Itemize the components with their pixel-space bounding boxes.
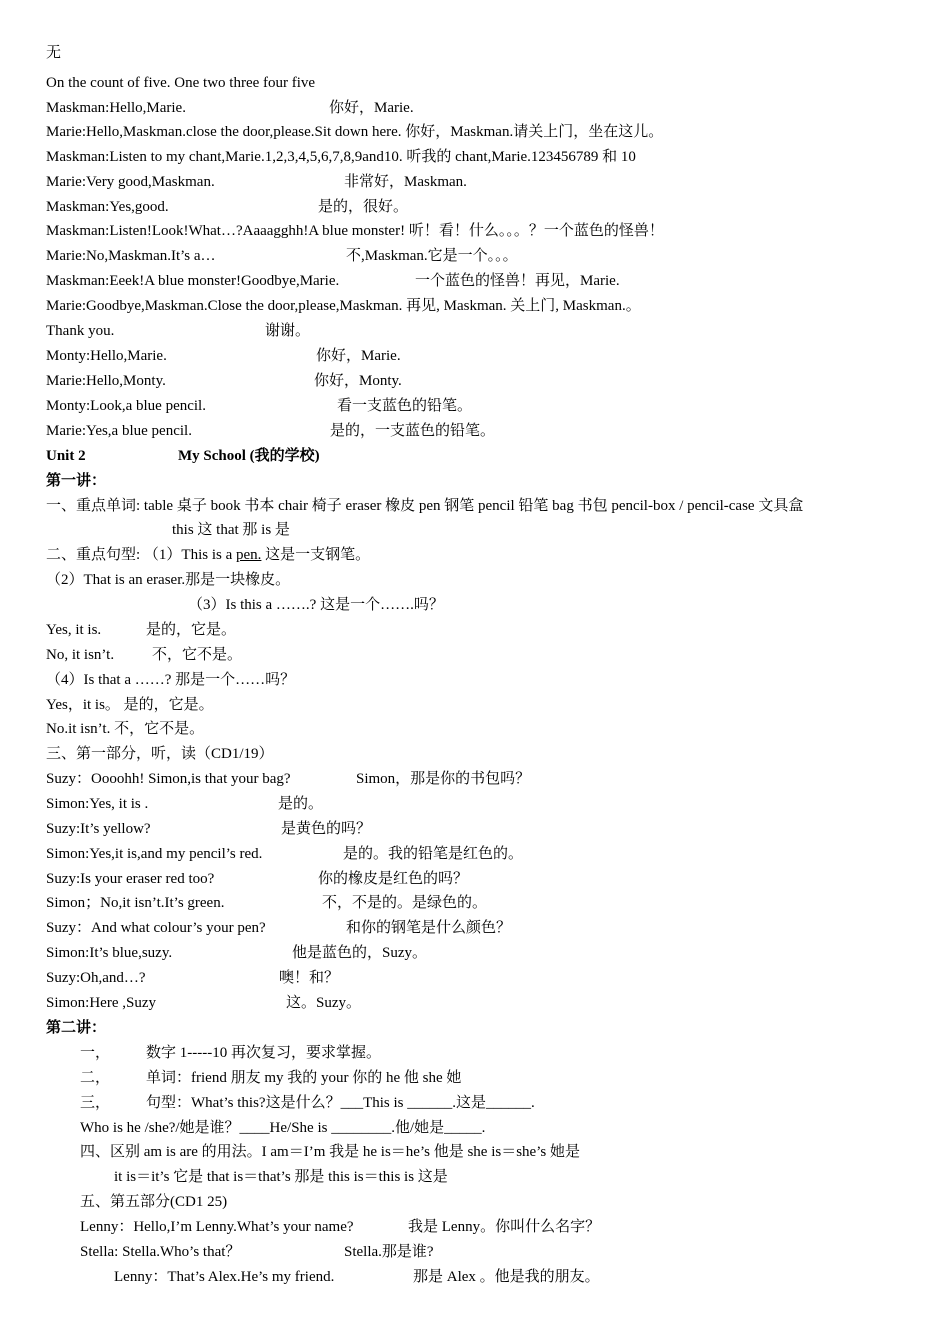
line-dialogue: [46, 395, 473, 417]
chinese-text: 你好，Marie.: [316, 348, 401, 364]
english-text: Suzy:It’s yellow?: [46, 821, 151, 837]
text: 五、第五部分(CD1 25): [80, 1194, 228, 1210]
english-text: Lenny：Hello,I’m Lenny.What’s your name?: [80, 1219, 354, 1235]
english-text: Simon:It’s blue,suzy.: [46, 945, 173, 961]
line-dialogue: [46, 370, 402, 392]
english-text: Simon；No,it isn’t.It’s green.: [46, 895, 225, 911]
key-sentence-line: [46, 569, 290, 591]
chinese-text: 谢谢。: [265, 323, 311, 339]
key-sentence-line: [188, 594, 444, 616]
chinese-text: 看一支蓝色的铅笔。: [337, 398, 473, 414]
list-marker: 一，: [80, 1045, 111, 1061]
list-item: [80, 1141, 580, 1163]
chinese-text: 那是 Alex 。他是我的朋友。: [413, 1269, 600, 1285]
text: 第一讲：: [46, 473, 107, 489]
answer-line: [46, 619, 237, 641]
answer-line: [46, 644, 243, 666]
text: Maskman:Listen to my chant,Marie.1,2,3,4,5,6,7,8,9and10. 听我的 chant,Marie.123456789 和 10: [46, 149, 636, 165]
key-sentence-line: [46, 544, 370, 566]
chinese-text: 是的。: [278, 796, 324, 812]
text: 单词：friend 朋友 my 我的 your 你的 he 他 she 她: [146, 1070, 462, 1086]
line-dialogue: [46, 768, 531, 790]
english-text: Maskman:Hello,Marie.: [46, 100, 186, 116]
chinese-text: 是的，它是。: [146, 622, 237, 638]
chinese-text: 你好，Monty.: [314, 373, 402, 389]
english-text: Simon:Yes,it is,and my pencil’s red.: [46, 846, 263, 862]
text: （4）Is that a ……? 那是一个……吗？: [46, 672, 296, 688]
english-text: Thank you.: [46, 323, 115, 339]
line-count-five: [46, 72, 315, 94]
list-item: [80, 1191, 227, 1213]
text: No.it isn’t. 不，它不是。: [46, 721, 205, 737]
text: 句型：What’s this?这是什么？___This is ______.这是______.: [146, 1095, 535, 1111]
line-dialogue: [46, 818, 372, 840]
english-text: No, it isn’t.: [46, 647, 115, 663]
text: it is＝it’s 它是 that is＝that’s 那是 this is＝this is 这是: [114, 1169, 448, 1185]
text: 这是一支钢笔。: [261, 547, 371, 563]
line-dialogue: [46, 942, 428, 964]
chinese-text: 不,Maskman.它是一个。。。: [346, 248, 518, 264]
list-item: [114, 1166, 448, 1188]
english-text: Yes, it is.: [46, 622, 102, 638]
line-dialogue: [46, 245, 518, 267]
unit-number: Unit 2: [46, 448, 86, 464]
list-item: [80, 1067, 462, 1089]
chinese-text: 非常好，Maskman.: [344, 174, 467, 190]
english-text: Monty:Hello,Marie.: [46, 348, 167, 364]
line-dialogue: [46, 420, 496, 442]
list-marker: 三，: [80, 1095, 111, 1111]
answer-line: [46, 694, 214, 716]
text: Yes，it is。 是的，它是。: [46, 697, 214, 713]
list-item: [80, 1117, 485, 1139]
english-text: Marie:Very good,Maskman.: [46, 174, 215, 190]
chinese-text: 这。Suzy。: [286, 995, 362, 1011]
chinese-text: Stella.那是谁?: [344, 1244, 434, 1260]
line-dialogue: [46, 97, 414, 119]
chinese-text: 不，它不是。: [152, 647, 243, 663]
english-text: Simon:Yes, it is .: [46, 796, 149, 812]
chinese-text: 是黄色的吗？: [281, 821, 372, 837]
text: 数字 1-----10 再次复习，要求掌握。: [146, 1045, 381, 1061]
list-item: [80, 1092, 535, 1114]
english-text: Maskman:Yes,good.: [46, 199, 169, 215]
key-words-line: [46, 495, 803, 517]
line-dialogue: [46, 196, 409, 218]
line-dialogue: [46, 793, 324, 815]
lecture-heading: [46, 1017, 106, 1039]
text: this 这 that 那 is 是: [172, 522, 290, 538]
text: 四、区别 am is are 的用法。I am＝I’m 我是 he is＝he’s 他是 she is＝she’s 她是: [80, 1144, 580, 1160]
english-text: Suzy：Oooohh! Simon,is that your bag?: [46, 771, 291, 787]
chinese-text: Simon，那是你的书包吗？: [356, 771, 531, 787]
text: （3）Is this a …….? 这是一个…….吗？: [188, 597, 444, 613]
text: 三、第一部分，听，读（CD1/19）: [46, 746, 274, 762]
line-dialogue: [46, 992, 362, 1014]
line-dialogue: [46, 345, 401, 367]
english-text: Suzy：And what colour’s your pen?: [46, 920, 266, 936]
lecture-heading: [46, 470, 106, 492]
text: 一、重点单词: table 桌子 book 书本 chair 椅子 eraser 橡皮 pen 钢笔 pencil 铅笔 bag 书包 pencil-box / pencil-case 文具盒: [46, 498, 804, 514]
english-text: Marie:No,Maskman.It’s a…: [46, 248, 216, 264]
text: Marie:Goodbye,Maskman.Close the door,please,Maskman. 再见, Maskman. 关上门, Maskman.。: [46, 298, 641, 314]
line-dialogue: [46, 967, 340, 989]
line-none: [46, 42, 61, 64]
key-words-line: [172, 519, 290, 541]
chinese-text: 他是蓝色的，Suzy。: [292, 945, 428, 961]
line-dialogue: [46, 121, 663, 143]
english-text: Marie:Yes,a blue pencil.: [46, 423, 192, 439]
underlined-word: pen.: [236, 547, 262, 563]
chinese-text: 你的橡皮是红色的吗？: [318, 871, 469, 887]
english-text: Lenny：That’s Alex.He’s my friend.: [114, 1269, 335, 1285]
text: Who is he /she?/她是谁？____He/She is ________.他/她是_____.: [80, 1120, 486, 1136]
chinese-text: 和你的钢笔是什么颜色？: [346, 920, 512, 936]
text: 二、重点句型: （1）This is a: [46, 547, 236, 563]
unit-title: My School (我的学校): [178, 448, 320, 464]
line-dialogue: [46, 146, 636, 168]
answer-line: [46, 718, 204, 740]
text: Marie:Hello,Maskman.close the door,please.Sit down here. 你好，Maskman.请关上门，坐在这儿。: [46, 124, 664, 140]
line-dialogue: [46, 917, 512, 939]
chinese-text: 一个蓝色的怪兽！再见，Marie.: [415, 273, 620, 289]
english-text: Maskman:Eeek!A blue monster!Goodbye,Marie.: [46, 273, 340, 289]
key-sentence-line: [46, 669, 295, 691]
english-text: Suzy:Is your eraser red too?: [46, 871, 215, 887]
chinese-text: 是的。我的铅笔是红色的。: [343, 846, 524, 862]
list-item: [80, 1042, 381, 1064]
line-dialogue: [46, 270, 620, 292]
line-dialogue: [46, 892, 488, 914]
text: 无: [46, 45, 62, 61]
text: On the count of five. One two three four five: [46, 75, 316, 91]
line-dialogue: [46, 171, 467, 193]
text: 第二讲：: [46, 1020, 107, 1036]
line-dialogue: [46, 220, 664, 242]
chinese-text: 是的，很好。: [318, 199, 409, 215]
chinese-text: 是的，一支蓝色的铅笔。: [330, 423, 496, 439]
unit-heading: [46, 445, 320, 467]
line-dialogue: [80, 1241, 434, 1263]
chinese-text: 不，不是的。是绿色的。: [322, 895, 488, 911]
english-text: Marie:Hello,Monty.: [46, 373, 166, 389]
chinese-text: 你好，Marie.: [329, 100, 414, 116]
line-dialogue: [46, 868, 469, 890]
english-text: Suzy:Oh,and…?: [46, 970, 146, 986]
line-dialogue: [46, 843, 524, 865]
section-heading: [46, 743, 274, 765]
english-text: Monty:Look,a blue pencil.: [46, 398, 206, 414]
line-dialogue: [80, 1216, 601, 1238]
line-dialogue: [46, 295, 641, 317]
chinese-text: 噢！和？: [279, 970, 340, 986]
list-marker: 二，: [80, 1070, 111, 1086]
line-dialogue: [114, 1266, 600, 1288]
english-text: Stella: Stella.Who’s that？: [80, 1244, 241, 1260]
line-dialogue: [46, 320, 311, 342]
text: （2）That is an eraser.那是一块橡皮。: [46, 572, 291, 588]
text: Maskman:Listen!Look!What…?Aaaagghh!A blue monster! 听！看！什么。。。？一个蓝色的怪兽！: [46, 223, 664, 239]
chinese-text: 我是 Lenny。你叫什么名字？: [408, 1219, 601, 1235]
english-text: Simon:Here ,Suzy: [46, 995, 156, 1011]
